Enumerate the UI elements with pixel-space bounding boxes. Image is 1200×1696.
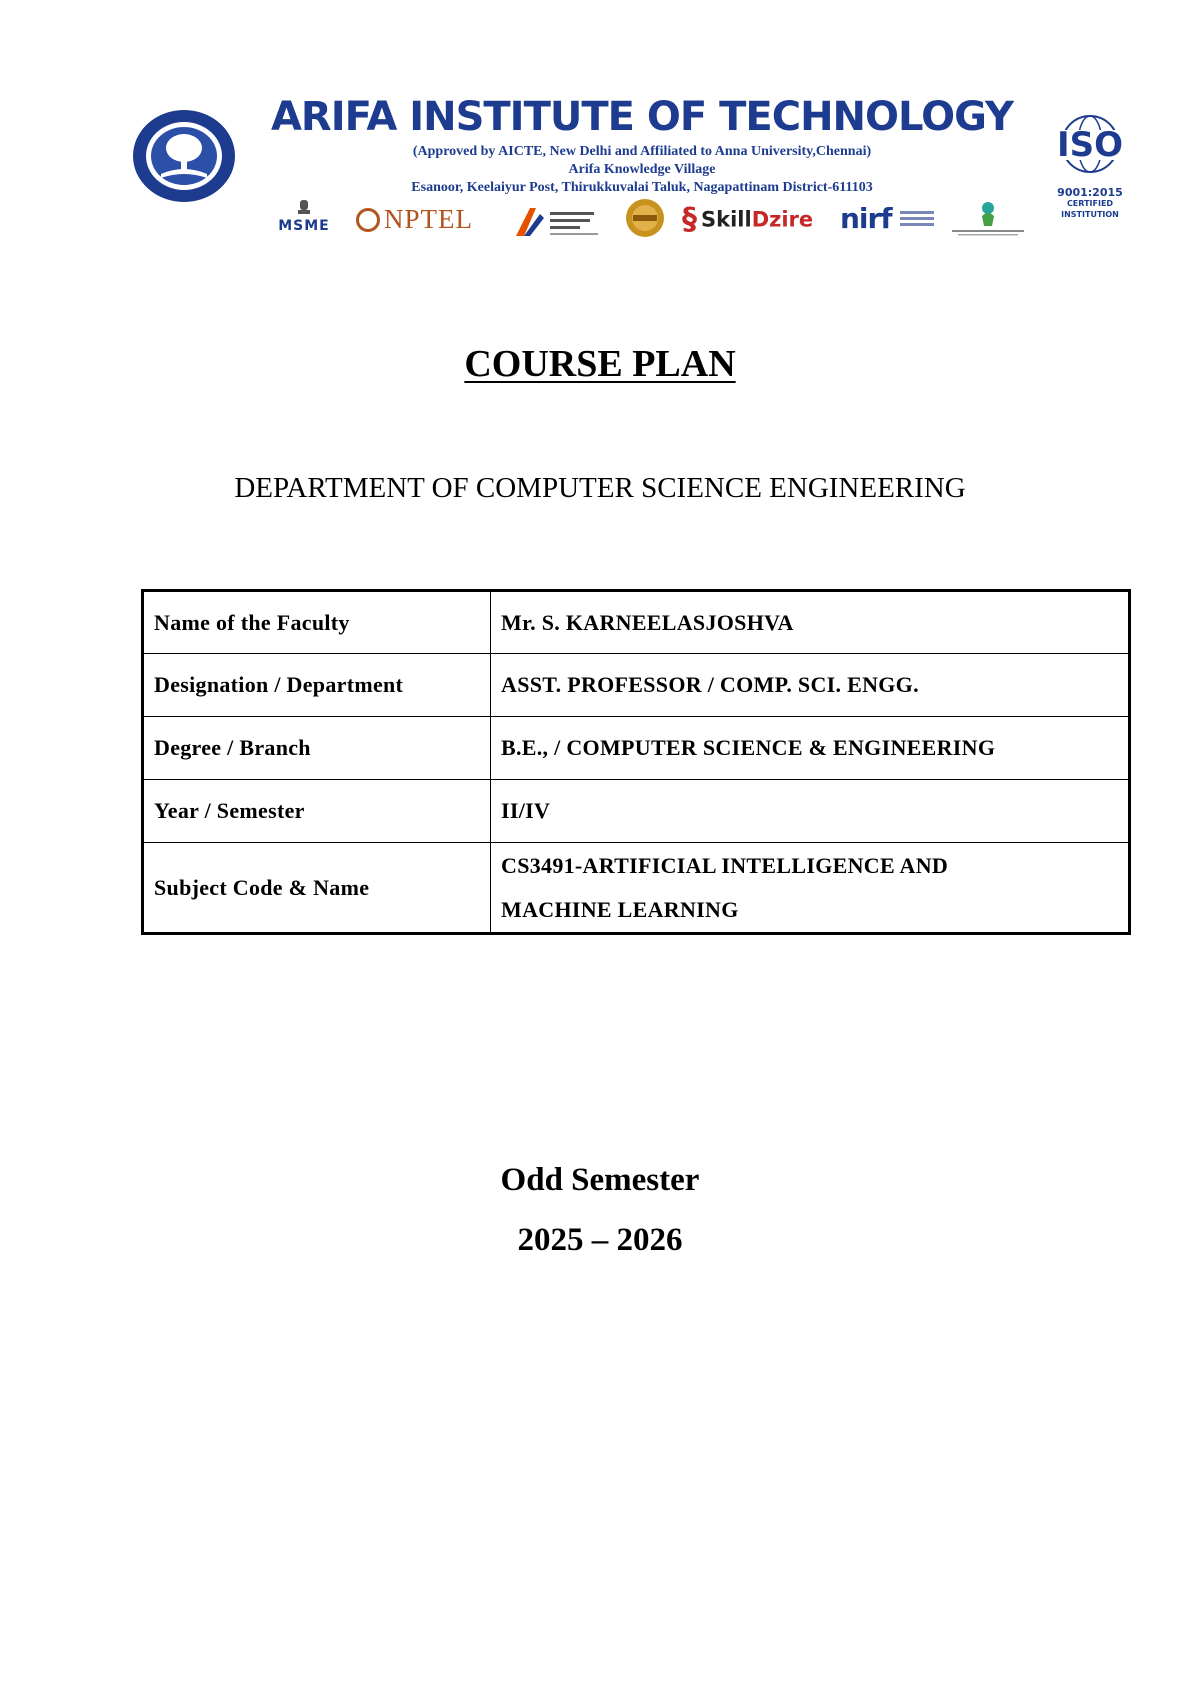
- department-heading: DEPARTMENT OF COMPUTER SCIENCE ENGINEERING: [234, 472, 966, 504]
- table-row: [143, 654, 1130, 717]
- institute-seal-logo: [131, 108, 237, 204]
- nptel-logo: [356, 204, 502, 244]
- partner-logo-strip: [268, 198, 1008, 238]
- iso-mark-text: ISO: [1056, 125, 1124, 165]
- iso-institution: INSTITUTION: [1061, 210, 1119, 219]
- academic-year: 2025 – 2026: [517, 1222, 683, 1258]
- address-line: Esanoor, Keelaiyur Post, Thirukkuvalai Taluk, Nagapattinam District-611103: [411, 180, 873, 195]
- nirf-text: nirf: [840, 202, 892, 235]
- iso-globe-logo: [1042, 110, 1138, 182]
- table-row: [143, 780, 1130, 843]
- iso-standard: 9001:2015: [1057, 186, 1123, 199]
- skilldzire-s-icon: §: [682, 202, 697, 237]
- skilldzire-logo: [682, 202, 828, 242]
- subject-value: [491, 843, 1130, 934]
- degree-value: B.E., / COMPUTER SCIENCE & ENGINEERING: [491, 717, 1130, 780]
- table-row: [143, 717, 1130, 780]
- msme-logo: [268, 198, 340, 238]
- nirf-caption-lines: [900, 208, 934, 229]
- institution-council-logo: [948, 198, 1028, 238]
- ashoka-emblem-icon: [294, 198, 314, 216]
- designation-label: Designation / Department: [143, 654, 491, 717]
- skilldzire-prefix: Skill: [701, 207, 752, 232]
- institute-name: ARIFA INSTITUTE OF TECHNOLOGY: [270, 94, 1014, 140]
- subject-value-line1: CS3491-ARTIFICIAL INTELLIGENCE AND: [501, 852, 949, 878]
- seal-medal-logo: [620, 198, 670, 238]
- subject-label: Subject Code & Name: [143, 843, 491, 934]
- iso-certified: CERTIFIED: [1066, 199, 1114, 208]
- msme-text: MSME: [278, 218, 330, 234]
- table-row: [143, 591, 1130, 654]
- approval-line: (Approved by AICTE, New Delhi and Affiliated to Anna University,Chennai): [412, 144, 872, 159]
- innovation-council-logo: [514, 202, 610, 242]
- nirf-logo: [840, 202, 936, 242]
- page-title: COURSE PLAN: [464, 343, 736, 385]
- table-row: [143, 843, 1130, 934]
- degree-label: Degree / Branch: [143, 717, 491, 780]
- subject-value-line2: MACHINE LEARNING: [501, 896, 739, 922]
- faculty-value: Mr. S. KARNEELASJOSHVA: [491, 591, 1130, 654]
- course-info-table: [141, 589, 1131, 935]
- semester-label: Odd Semester: [500, 1162, 700, 1198]
- village-line: Arifa Knowledge Village: [568, 162, 716, 177]
- nptel-text: NPTEL: [384, 204, 473, 234]
- designation-value: ASST. PROFESSOR / COMP. SCI. ENGG.: [491, 654, 1130, 717]
- year-label: Year / Semester: [143, 780, 491, 843]
- iso-badge: [1040, 110, 1140, 220]
- year-value: II/IV: [491, 780, 1130, 843]
- nptel-circle-icon: [356, 208, 380, 232]
- skilldzire-suffix: Dzire: [751, 207, 814, 232]
- faculty-label: Name of the Faculty: [143, 591, 491, 654]
